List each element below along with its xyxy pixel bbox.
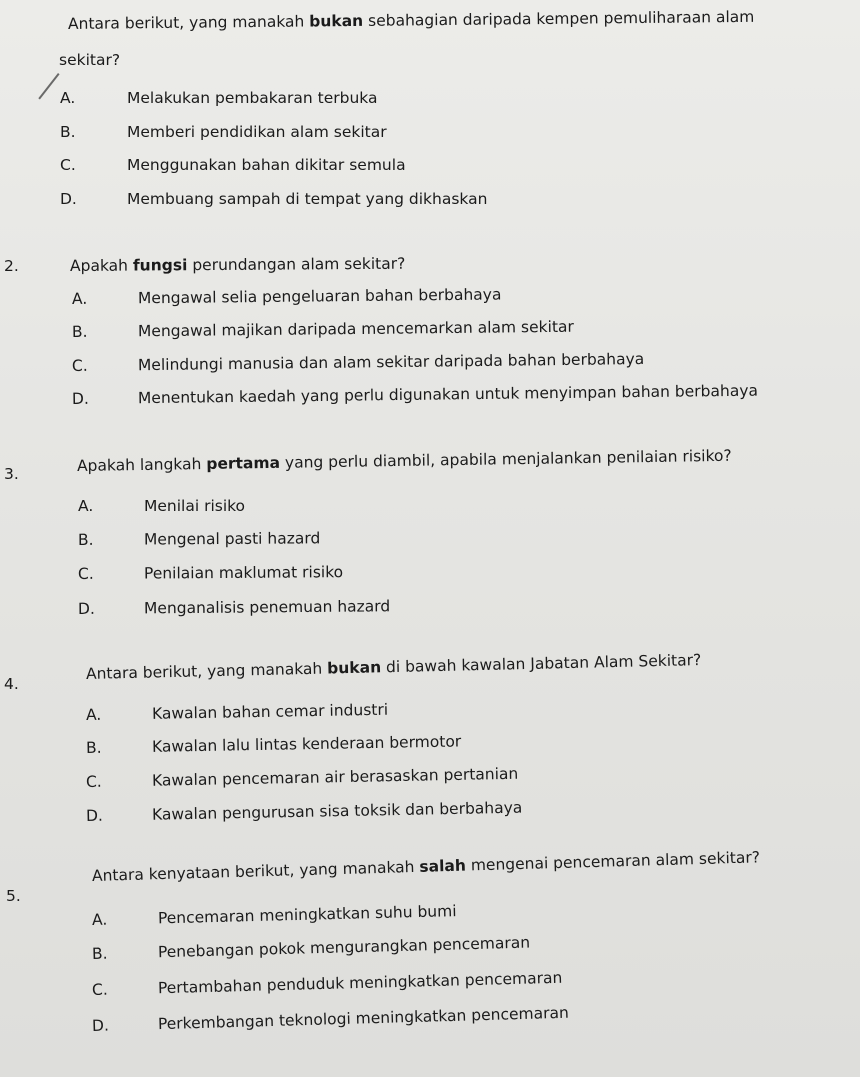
question-3-option-b [78,528,320,550]
option-letter: B. [91,944,108,963]
option-letter: A. [91,910,108,929]
option-letter: A. [85,705,102,724]
option-text: Perkembangan teknologi meningkatkan pencemaran [157,1003,570,1034]
handwritten-tick-mark [38,73,59,99]
question-3-option-a [78,496,245,516]
question-5-number [6,886,21,906]
question-2-stem-text-end: perundangan alam sekitar? [187,254,406,275]
question-number: 2. [4,257,19,275]
question-2-stem-text: Apakah [69,256,133,275]
question-5-option-d [92,1003,569,1036]
option-text: Membuang sampah di tempat yang dikhaskan [127,190,488,208]
option-text: Mengawal majikan daripada mencemarkan alam sekitar [137,317,574,341]
option-letter: B. [85,738,102,757]
option-text: Menilai risiko [144,497,246,515]
question-5-emphasis: salah [419,856,467,876]
option-text: Penilaian maklumat risiko [143,563,344,583]
question-5-option-a [92,901,457,930]
option-text: Melindungi manusia dan alam sekitar daripada bahan berbahaya [137,350,645,375]
question-1-option-d [60,189,487,209]
question-1-option-c [60,155,406,175]
question-2-option-a [72,285,502,309]
option-letter: C. [71,356,88,375]
question-number: 5. [6,887,21,905]
option-letter: B. [77,530,94,549]
option-text: Pencemaran meningkatkan suhu bumi [157,902,457,928]
question-1-stem-text-end: sebahagian daripada kempen pemuliharaan alam [363,7,755,30]
question-1-stem [68,7,755,34]
option-letter: A. [60,89,76,107]
option-text: Kawalan pengurusan sisa toksik dan berbahaya [151,798,523,824]
option-letter: D. [60,190,77,208]
option-text: Menganalisis penemuan hazard [143,597,391,618]
question-5-option-c [92,968,563,1000]
question-2-option-c [72,349,644,376]
option-letter: D. [85,806,104,825]
option-text: Melakukan pembakaran terbuka [127,89,378,107]
option-letter: C. [91,980,108,999]
question-3-stem-text: Apakah langkah [76,454,207,475]
question-3-number [4,464,19,484]
question-4-option-d [86,798,523,826]
option-text: Penebangan pokok mengurangkan pencemaran [157,933,531,962]
question-5-option-b [92,933,531,964]
question-5-stem-text: Antara kenyataan berikut, yang manakah [91,857,420,885]
option-letter: D. [77,599,95,618]
option-letter: B. [71,322,88,341]
question-4-stem [86,650,702,684]
question-2-option-d [72,381,758,409]
question-1-option-b [60,122,387,142]
question-number: 3. [4,465,19,483]
option-text: Menentukan kaedah yang perlu digunakan untuk menyimpan bahan berbahaya [137,381,759,408]
option-letter: A. [78,497,94,515]
question-4-emphasis: bukan [326,658,382,678]
question-3-stem [77,446,732,476]
question-3-option-d [78,596,390,619]
question-number: 4. [4,675,19,693]
question-4-option-c [86,764,519,792]
question-2-option-b [72,317,574,342]
question-1-stem-continuation: sekitar? [59,51,121,69]
question-4-option-b [86,731,462,758]
option-text: Kawalan bahan cemar industri [151,700,389,723]
question-2-number [4,256,19,276]
option-text: Mengenal pasti hazard [143,529,321,549]
option-text: Kawalan pencemaran air berasaskan pertanian [151,764,519,790]
question-4-stem-text: Antara berikut, yang manakah [85,659,328,683]
question-1-option-a [60,88,377,108]
option-text: Pertambahan penduduk meningkatkan pencemaran [157,968,563,998]
option-letter: A. [71,289,88,308]
option-text: Mengawal selia pengeluaran bahan berbahaya [137,285,502,308]
option-text: Menggunakan bahan dikitar semula [127,156,406,174]
option-letter: D. [91,1016,110,1035]
question-1-stem-line2 [59,50,120,70]
question-2-emphasis: fungsi [132,256,188,275]
option-letter: C. [60,156,76,174]
option-letter: C. [77,564,94,583]
question-1-stem-text: Antara berikut, yang manakah [67,12,310,33]
question-1-emphasis: bukan [309,11,364,31]
option-letter: B. [60,123,76,141]
option-text: Kawalan lalu lintas kenderaan bermotor [151,732,462,756]
question-3-stem-text-end: yang perlu diambil, apabila menjalankan penilaian risiko? [279,446,732,472]
option-text: Memberi pendidikan alam sekitar [127,123,387,141]
option-letter: C. [85,772,102,791]
question-4-stem-text-end: di bawah kawalan Jabatan Alam Sekitar? [380,651,702,677]
question-3-emphasis: pertama [206,453,281,473]
question-5-stem [92,847,761,886]
question-2-stem [70,254,405,276]
question-5-stem-text-end: mengenai pencemaran alam sekitar? [465,848,761,875]
question-4-number [4,674,19,694]
question-4-option-a [86,700,388,725]
question-3-option-c [78,562,343,584]
option-letter: D. [71,389,89,408]
